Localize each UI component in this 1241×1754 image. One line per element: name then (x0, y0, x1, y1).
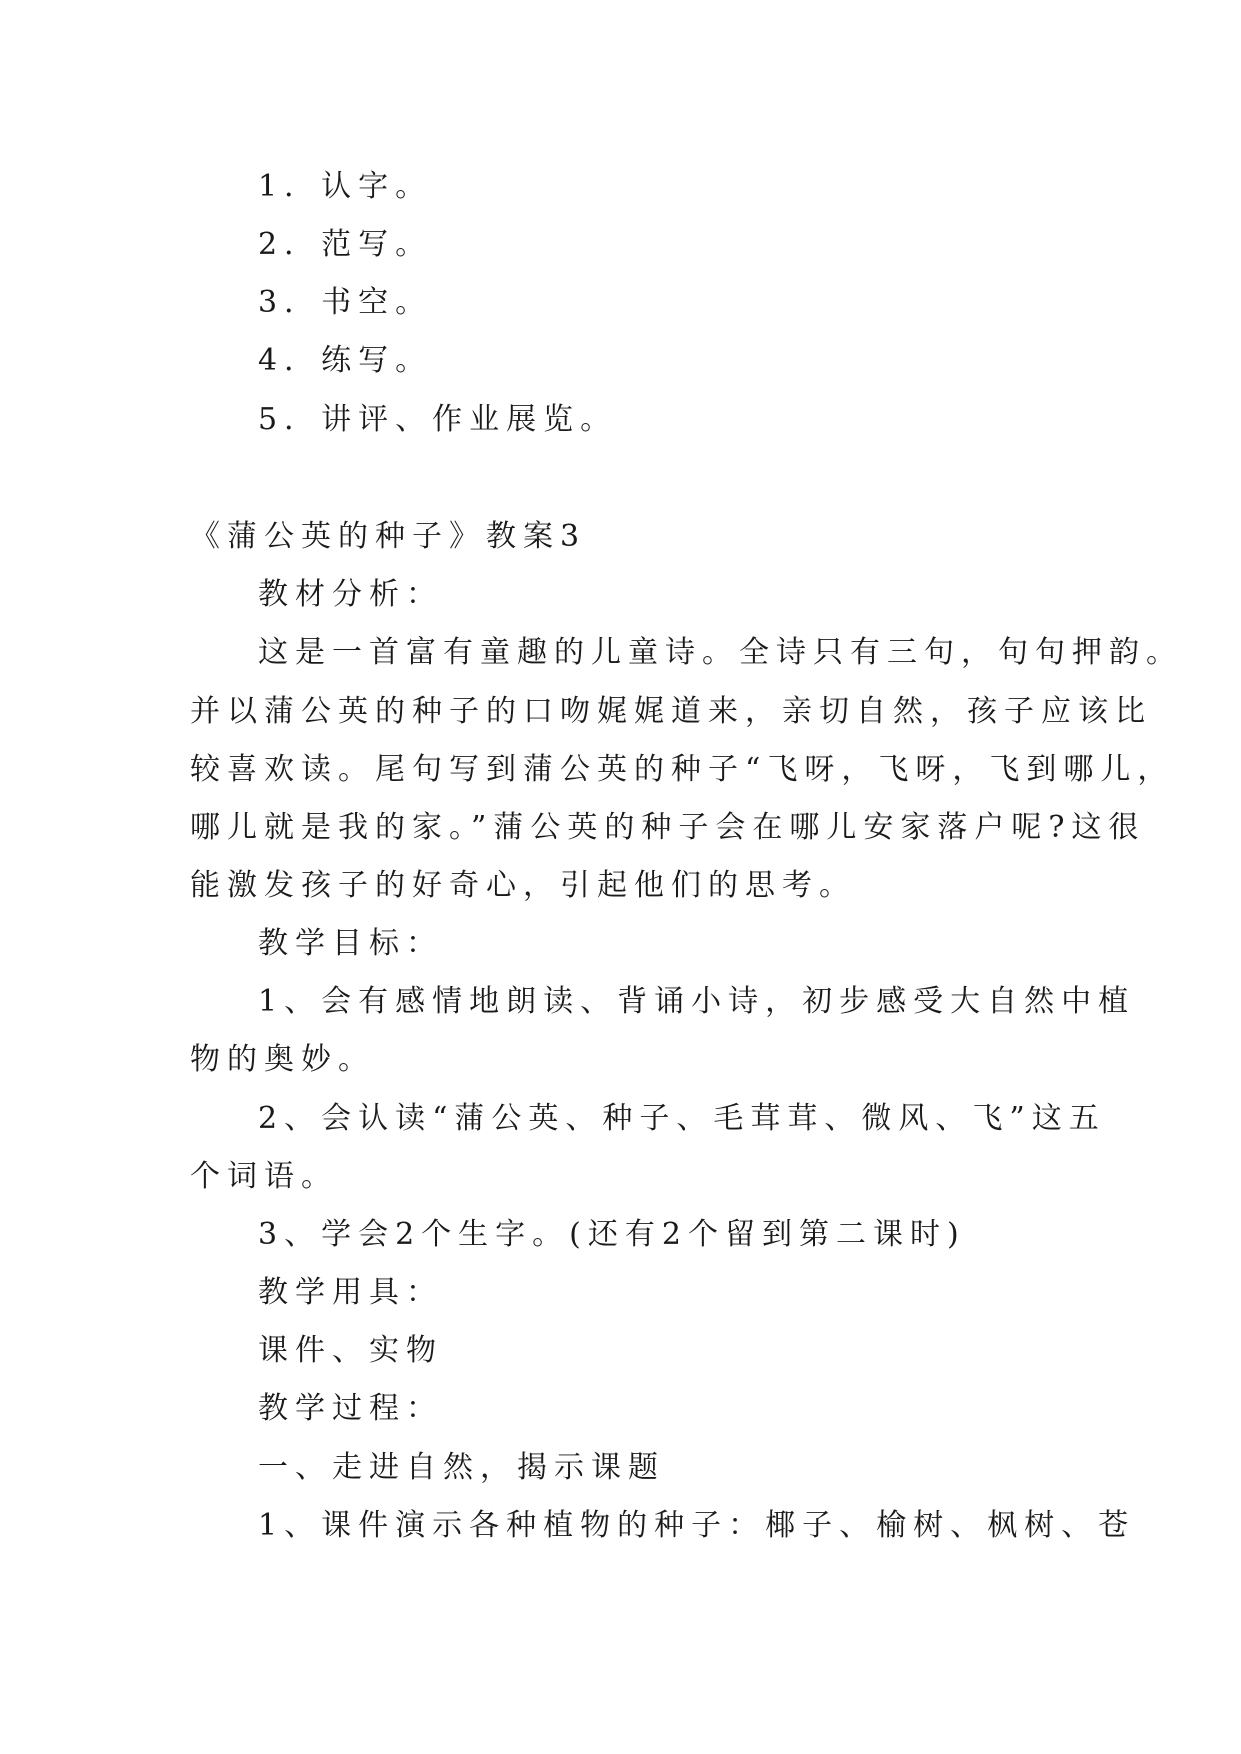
goal-line: 物的奥妙。 (190, 1042, 375, 1077)
step-item: 5．讲评、作业展览。 (258, 402, 618, 437)
tools-text: 课件、实物 (258, 1333, 443, 1368)
goal-line: 1、会有感情地朗读、背诵小诗，初步感受大自然中植 (258, 984, 1136, 1019)
step-item: 2．范写。 (258, 227, 433, 262)
goal-line: 2、会认读“蒲公英、种子、毛茸茸、微风、飞”这五 (258, 1101, 1106, 1136)
analysis-line: 较喜欢读。尾句写到蒲公英的种子“飞呀，飞呀，飞到哪儿， (190, 752, 1175, 787)
analysis-line: 并以蒲公英的种子的口吻娓娓道来，亲切自然，孩子应该比 (190, 694, 1152, 729)
step-item: 3．书空。 (258, 285, 433, 320)
analysis-heading: 教材分析： (258, 577, 443, 612)
goal-line: 个词语。 (190, 1159, 338, 1194)
lesson-title: 《蒲公英的种子》教案3 (190, 519, 587, 554)
process-heading: 教学过程： (258, 1391, 443, 1426)
goal-line: 3、学会2个生字。(还有2个留到第二课时) (258, 1217, 966, 1252)
step-line: 1、课件演示各种植物的种子：椰子、榆树、枫树、苍 (258, 1508, 1136, 1543)
analysis-line: 这是一首富有童趣的儿童诗。全诗只有三句，句句押韵。 (258, 635, 1183, 670)
goals-heading: 教学目标： (258, 926, 443, 961)
step-item: 4．练写。 (258, 343, 433, 378)
step-item: 1．认字。 (258, 169, 433, 204)
tools-heading: 教学用具： (258, 1275, 443, 1310)
analysis-line: 哪儿就是我的家。”蒲公英的种子会在哪儿安家落户呢?这很 (190, 810, 1146, 845)
section-heading: 一、走进自然，揭示课题 (258, 1450, 665, 1485)
analysis-line: 能激发孩子的好奇心，引起他们的思考。 (190, 868, 856, 903)
